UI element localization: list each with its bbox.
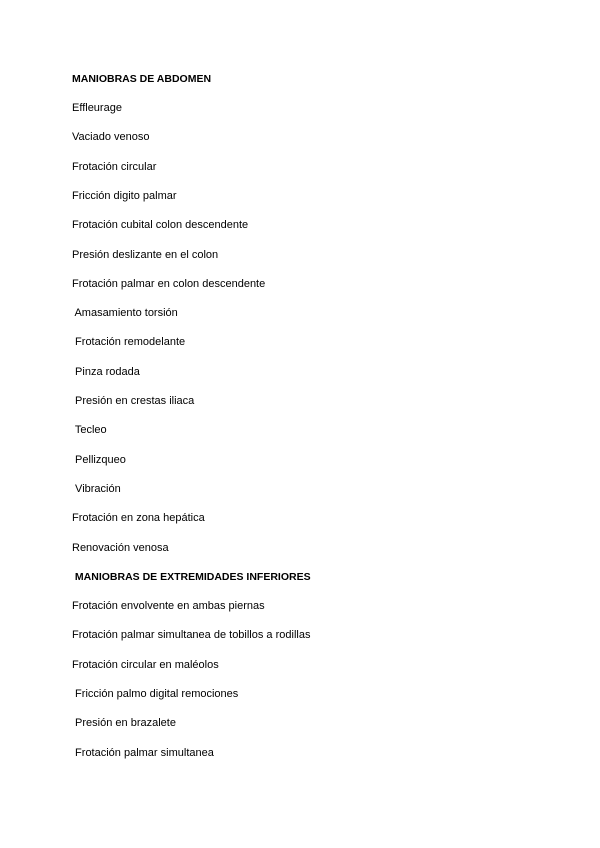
list-item: Pellizqueo — [72, 454, 126, 466]
list-item: Pinza rodada — [72, 366, 140, 378]
list-item: Vaciado venoso — [72, 131, 150, 143]
list-item: Amasamiento torsión — [72, 307, 178, 319]
list-item: Vibración — [72, 483, 121, 495]
list-item: Renovación venosa — [72, 542, 169, 554]
list-item: Frotación envolvente en ambas piernas — [72, 600, 265, 612]
list-item: Presión deslizante en el colon — [72, 249, 219, 261]
list-item: Frotación palmar simultanea — [72, 747, 214, 759]
list-item: Frotación palmar simultanea de tobillos a rodillas — [72, 629, 311, 641]
list-item: Frotación circular — [72, 161, 157, 173]
list-item: Presión en crestas iliaca — [72, 395, 195, 407]
list-item: Frotación remodelante — [72, 336, 186, 348]
list-item: Tecleo — [72, 424, 107, 436]
list-item: Frotación circular en maléolos — [72, 659, 219, 671]
list-item: Presión en brazalete — [72, 717, 176, 729]
list-item: Frotación en zona hepática — [72, 512, 205, 524]
list-item: Fricción palmo digital remociones — [72, 688, 239, 700]
section-heading-abdomen: MANIOBRAS DE ABDOMEN — [72, 73, 212, 85]
list-item: Frotación palmar en colon descendente — [72, 278, 266, 290]
section-heading-extremidades: MANIOBRAS DE EXTREMIDADES INFERIORES — [72, 571, 311, 583]
list-item: Frotación cubital colon descendente — [72, 219, 249, 231]
list-item: Fricción digito palmar — [72, 190, 177, 202]
list-item: Effleurage — [72, 102, 122, 114]
